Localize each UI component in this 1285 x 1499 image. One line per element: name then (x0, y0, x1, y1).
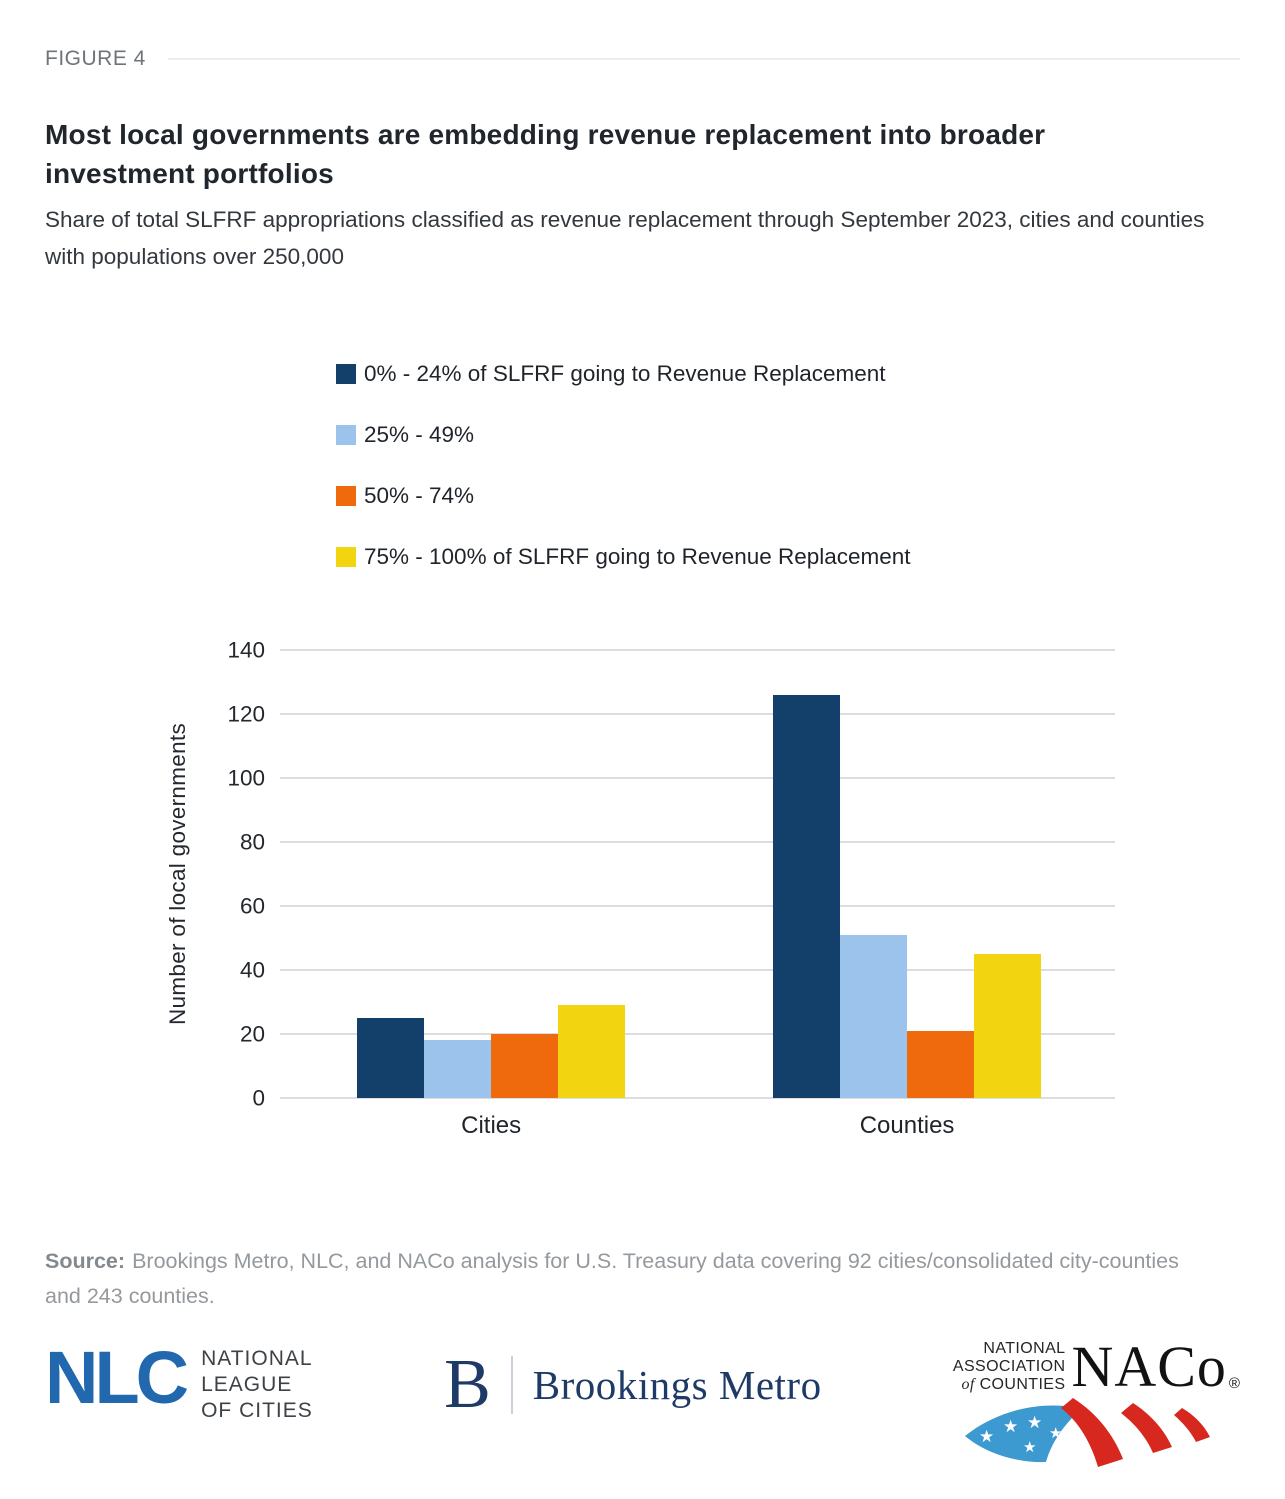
y-axis-tick-label: 20 (239, 1020, 265, 1046)
nlc-line2: LEAGUE (201, 1373, 293, 1396)
logo-row (45, 1334, 1240, 1468)
nlc-line3: OF CITIES (201, 1399, 313, 1422)
legend-label: 25% - 49% (364, 422, 475, 447)
naco-wordmark (952, 1334, 1240, 1399)
naco-line1: NATIONAL (983, 1340, 1066, 1357)
legend-swatch (336, 425, 356, 445)
svg-text:★: ★ (1048, 1425, 1063, 1442)
naco-logo (952, 1334, 1240, 1468)
source-note (45, 1244, 1185, 1314)
brookings-b-mark: B (444, 1346, 491, 1423)
svg-text:★: ★ (1002, 1417, 1019, 1436)
legend-label: 0% - 24% of SLFRF going to Revenue Replacement (364, 361, 886, 386)
brookings-divider (511, 1356, 513, 1414)
naco-acronym: NACo (1071, 1334, 1227, 1399)
y-axis-tick-label: 100 (227, 764, 265, 790)
svg-text:★: ★ (1022, 1439, 1037, 1456)
nlc-acronym: NLC (45, 1336, 186, 1419)
legend-item (336, 483, 1240, 509)
bar-group-cities (357, 650, 625, 1098)
x-axis-label-cities: Cities (461, 1112, 522, 1139)
legend-swatch (336, 486, 356, 506)
registered-mark: ® (1228, 1375, 1240, 1392)
x-axis-labels (280, 1098, 1115, 1146)
nlc-line1: NATIONAL (201, 1347, 313, 1370)
bar-counties (840, 935, 907, 1098)
legend-item (336, 361, 1240, 387)
y-axis-tick-label: 120 (227, 700, 265, 726)
bar-counties (773, 695, 840, 1098)
bar-counties (907, 1031, 974, 1098)
divider-line (168, 58, 1240, 60)
legend-item (336, 422, 1240, 448)
figure-label: FIGURE 4 (45, 47, 146, 70)
x-axis-label-counties: Counties (859, 1112, 955, 1139)
legend-swatch (336, 364, 356, 384)
bar-cities (424, 1040, 491, 1098)
legend-swatch (336, 547, 356, 567)
y-axis-tick-label: 140 (227, 636, 265, 662)
source-text: Brookings Metro, NLC, and NACo analysis for U.S. Treasury data covering 92 cities/consolidated city-counties and 243 counties. (45, 1249, 1179, 1308)
bar-counties (974, 954, 1041, 1098)
source-label: Source: (45, 1249, 126, 1273)
naco-flag-swoosh-icon (961, 1396, 1226, 1468)
figure-label-row (45, 0, 1240, 71)
brookings-metro-logo (444, 1346, 822, 1423)
naco-line3-rest: COUNTIES (979, 1376, 1066, 1393)
nlc-logo (45, 1336, 313, 1424)
bar-group-counties (773, 650, 1041, 1098)
y-axis-title: Number of local governments (165, 723, 190, 1025)
legend-item (336, 544, 1240, 570)
y-axis-tick-label: 0 (252, 1084, 265, 1110)
naco-line3-of: of (961, 1376, 975, 1393)
plot-area (280, 650, 1115, 1098)
chart-legend (336, 361, 1240, 570)
y-axis-tick-label: 40 (239, 956, 265, 982)
brookings-wordmark: Brookings Metro (532, 1362, 822, 1408)
svg-text:★: ★ (978, 1427, 995, 1446)
legend-label: 75% - 100% of SLFRF going to Revenue Replacement (364, 544, 911, 569)
y-axis-tick-label: 80 (239, 828, 265, 854)
bar-cities (491, 1034, 558, 1098)
chart-title: Most local governments are embedding revenue replacement into broader investment portfolios (45, 119, 1046, 189)
svg-text:★: ★ (1026, 1413, 1043, 1432)
bar-cities (558, 1005, 625, 1098)
bar-cities (357, 1018, 424, 1098)
legend-label: 50% - 74% (364, 483, 475, 508)
chart-subtitle: Share of total SLFRF appropriations classified as revenue replacement through September 2023, cities and counties with populations over 250,000 (45, 207, 1205, 269)
nlc-wordmark (201, 1340, 313, 1424)
bar-chart (45, 636, 1115, 1110)
y-axis-tick-label: 60 (239, 892, 265, 918)
naco-association-text (953, 1340, 1066, 1394)
naco-line2: ASSOCIATION (952, 1358, 1066, 1375)
